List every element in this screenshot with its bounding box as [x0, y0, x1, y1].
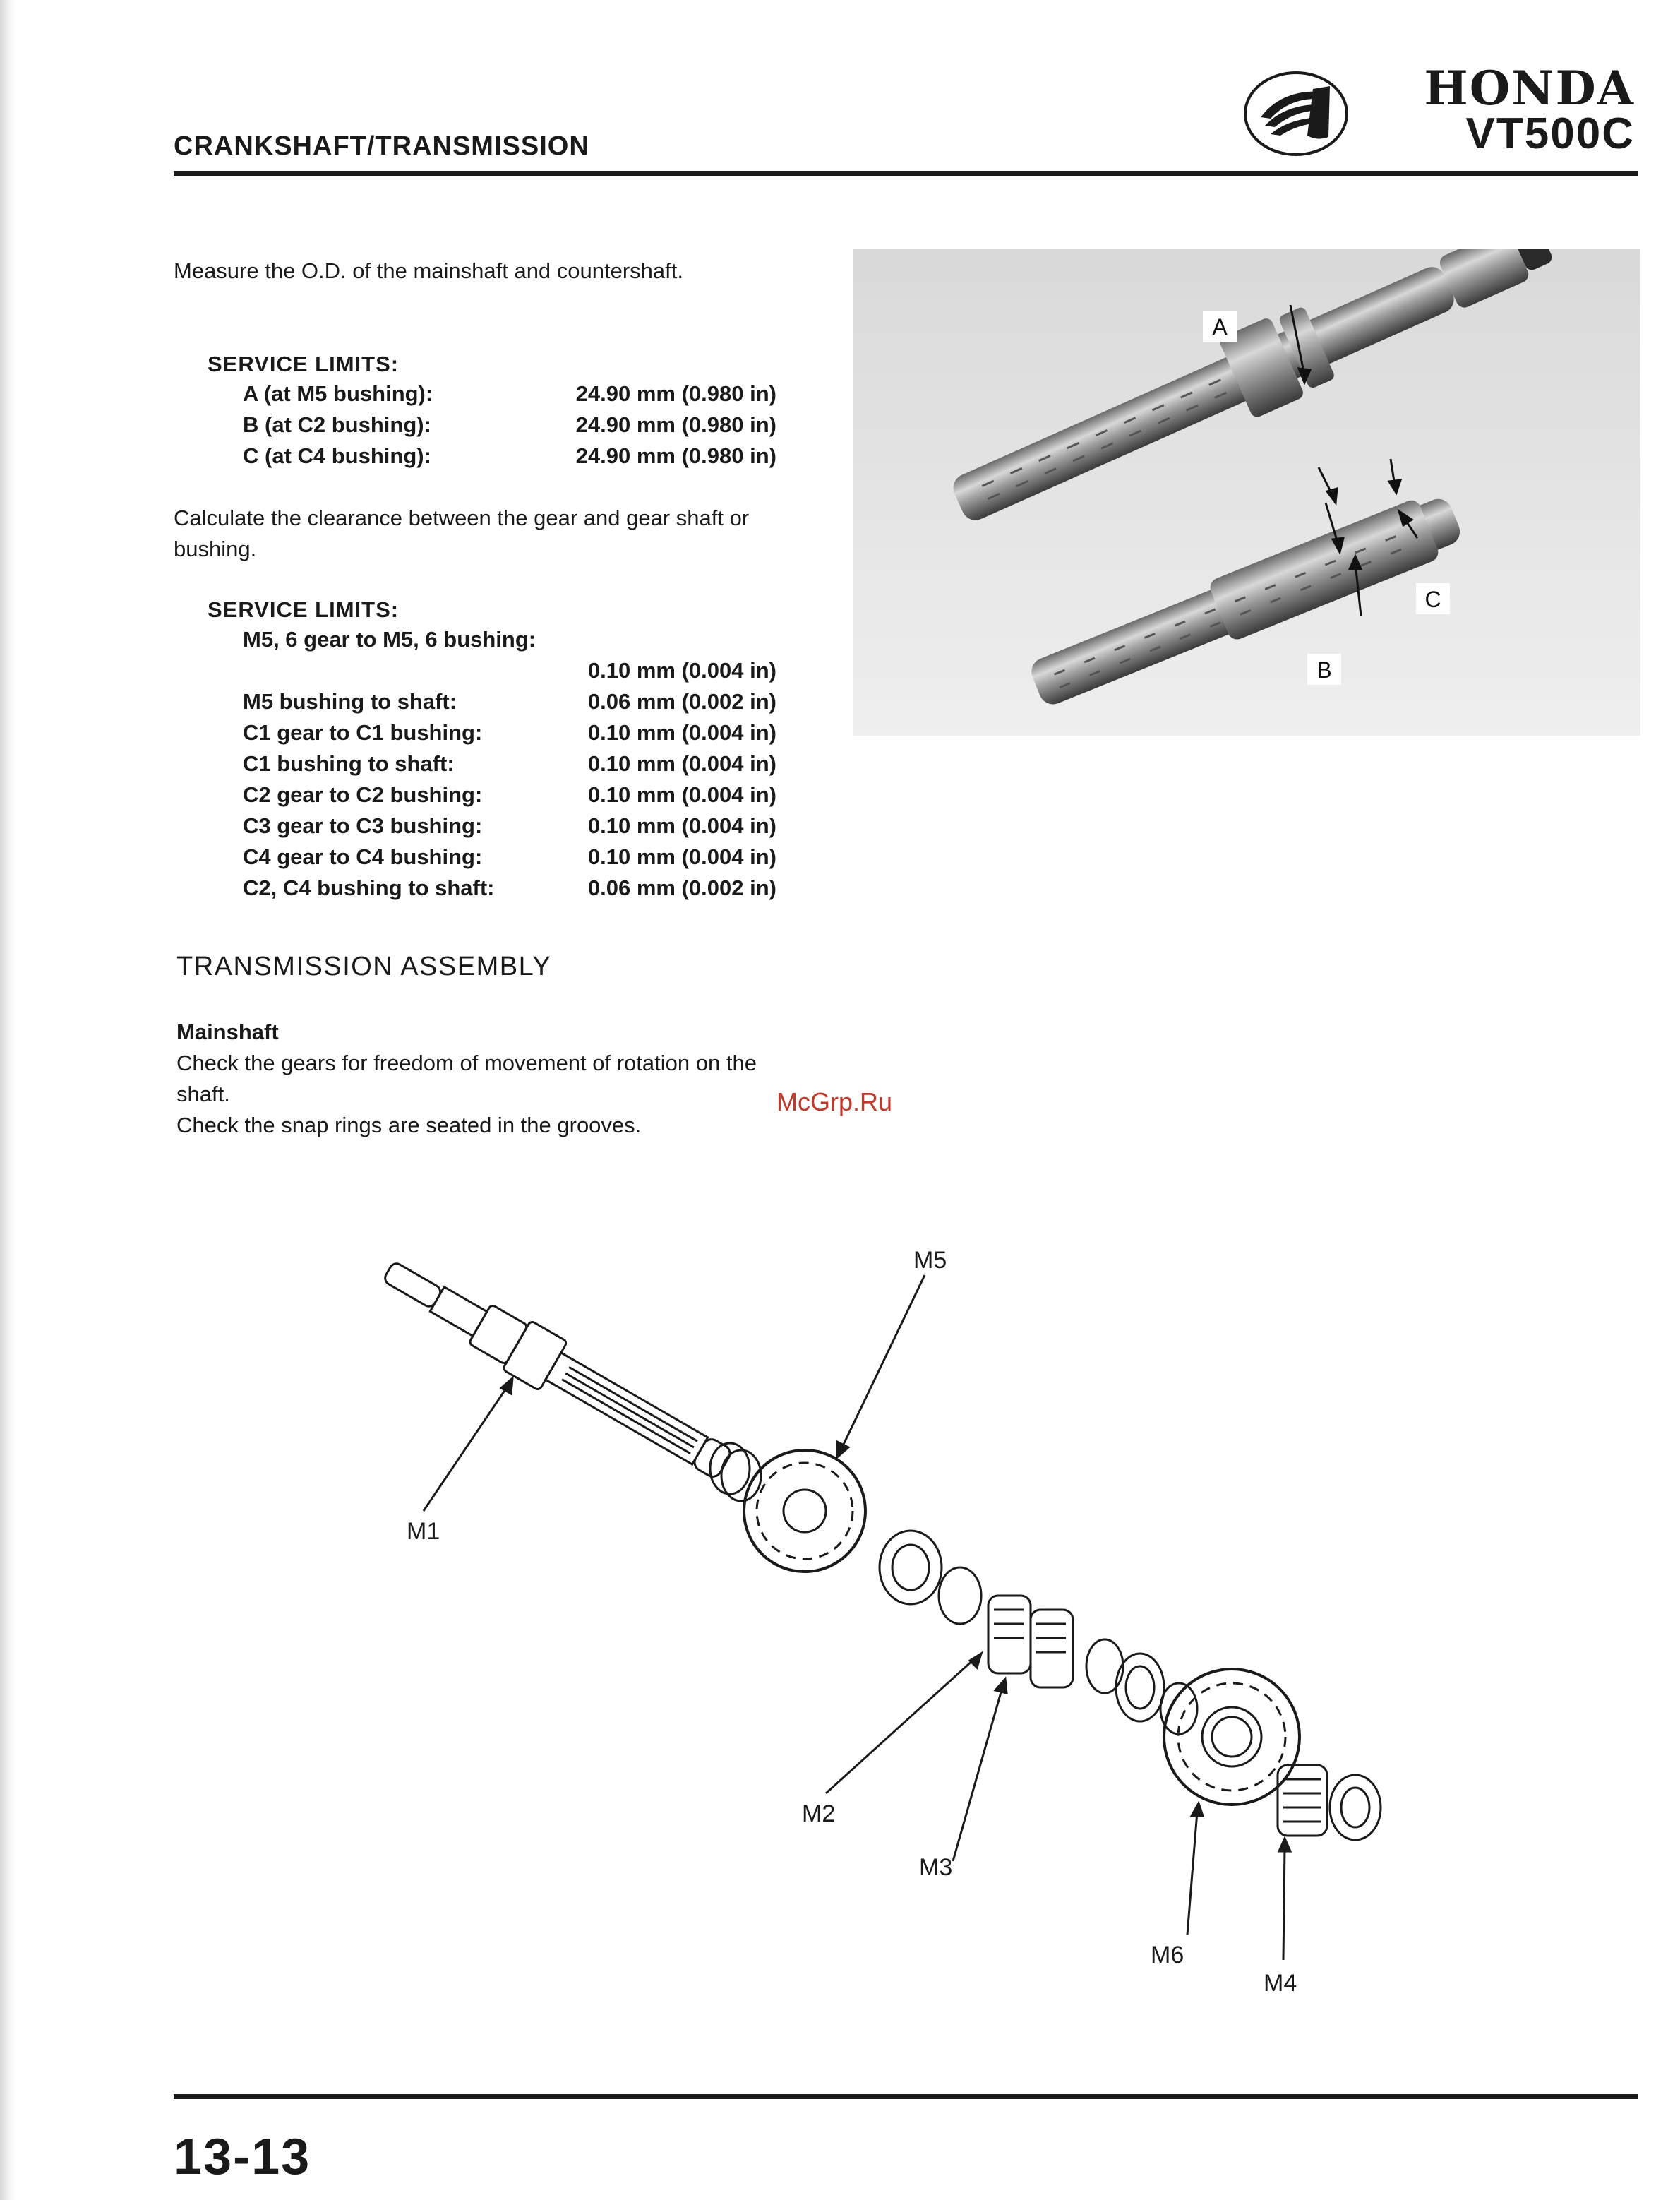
assembly-heading: TRANSMISSION ASSEMBLY — [176, 952, 552, 981]
clearance-limit-value: 0.10 mm (0.004 in) — [587, 844, 776, 869]
clearance-limit-label: C2, C4 bushing to shaft: — [243, 875, 495, 900]
brand-block — [1240, 61, 1635, 167]
clearance-limit-value: 0.10 mm (0.004 in) — [587, 813, 776, 838]
shaft-photo — [853, 249, 1640, 736]
watermark-text: McGrp.Ru — [776, 1087, 893, 1116]
diagram-label-m6: M6 — [1151, 1942, 1184, 1968]
clearance-limit-label-m56: M5, 6 gear to M5, 6 bushing: — [243, 627, 536, 652]
clearance-limits-heading: SERVICE LIMITS: — [208, 597, 400, 622]
header-rule — [174, 171, 1638, 176]
clearance-limit-value: 0.10 mm (0.004 in) — [587, 720, 776, 745]
od-limit-label-b: B (at C2 bushing): — [243, 412, 431, 437]
clearance-limit-label: C1 gear to C1 bushing: — [243, 720, 483, 745]
clearance-limit-value: 0.10 mm (0.004 in) — [587, 751, 776, 776]
honda-wing-logo-icon — [1240, 68, 1352, 160]
clearance-limit-label: M5 bushing to shaft: — [243, 689, 457, 714]
photo-label-b: B — [1316, 657, 1332, 683]
clearance-limit-label: C3 gear to C3 bushing: — [243, 813, 483, 838]
diagram-label-m4: M4 — [1264, 1970, 1297, 1997]
photo-label-a: A — [1212, 314, 1228, 340]
clearance-limit-value: 0.06 mm (0.002 in) — [587, 875, 776, 900]
diagram-label-m2: M2 — [802, 1800, 836, 1827]
od-limit-label-c: C (at C4 bushing): — [243, 443, 431, 468]
assembly-paragraph: Check the gears for freedom of movement of rotation on the shaft. — [176, 1051, 757, 1106]
od-limit-value-c: 24.90 mm (0.980 in) — [575, 443, 776, 468]
diagram-label-m1: M1 — [407, 1518, 440, 1545]
brand-name: HONDA — [1424, 61, 1635, 116]
diagram-label-m5: M5 — [913, 1247, 947, 1274]
clearance-limit-label: C1 bushing to shaft: — [243, 751, 455, 776]
od-limit-value-a: 24.90 mm (0.980 in) — [575, 381, 776, 406]
page-number: 13-13 — [174, 2129, 311, 2185]
clearance-limit-label: C2 gear to C2 bushing: — [243, 782, 483, 807]
od-limit-value-b: 24.90 mm (0.980 in) — [575, 412, 776, 437]
footer-rule — [174, 2094, 1638, 2099]
clearance-limit-value: 0.06 mm (0.002 in) — [587, 689, 776, 714]
photo-label-c: C — [1424, 587, 1441, 612]
clearance-limit-value-m56: 0.10 mm (0.004 in) — [587, 658, 776, 683]
diagram-label-m3: M3 — [919, 1854, 953, 1881]
scan-edge-shadow — [0, 0, 16, 2200]
assembly-paragraph-2: Check the snap rings are seated in the grooves. — [176, 1113, 642, 1137]
clearance-paragraph: Calculate the clearance between the gear and gear shaft or bushing. — [174, 506, 750, 561]
service-limits-heading: SERVICE LIMITS: — [208, 352, 400, 376]
mainshaft-exploded-diagram — [367, 1228, 1426, 2019]
model-name: VT500C — [1465, 109, 1635, 158]
od-limit-label-a: A (at M5 bushing): — [243, 381, 433, 406]
intro-paragraph: Measure the O.D. of the mainshaft and countershaft. — [174, 258, 684, 283]
clearance-limit-value: 0.10 mm (0.004 in) — [587, 782, 776, 807]
clearance-limit-label: C4 gear to C4 bushing: — [243, 844, 483, 869]
section-title: CRANKSHAFT/TRANSMISSION — [174, 131, 589, 161]
mainshaft-subheading: Mainshaft — [176, 1020, 279, 1044]
